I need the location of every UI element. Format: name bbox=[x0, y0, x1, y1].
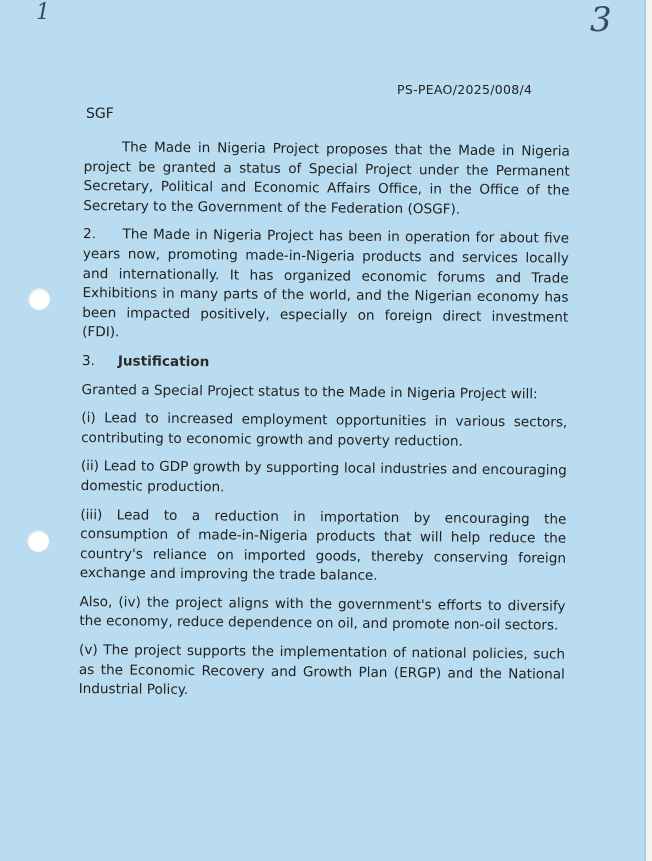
memo-body bbox=[79, 138, 570, 713]
justification-point-5: (v) The project supports the implementation of national policies, such as the Economic Recovery and Growth Plan (ERGP) and the National Industrial Policy. bbox=[78, 642, 566, 699]
justification-point-2: (ii) Lead to GDP growth by supporting local industries and encouraging domestic production. bbox=[80, 458, 567, 496]
handwritten-page-mark-left: 1 bbox=[36, 0, 50, 25]
paragraph-text: The Made in Nigeria Project has been in operation for about five years now, promoting made-in-Nigeria products and services locally and internationally. It has organized economic forums and Trade Exhibitions in many parts of the world, and the Nigerian economy has been impacted positively, especially on foreign direct investment (FDI). bbox=[82, 226, 570, 341]
intro-paragraph: The Made in Nigeria Project proposes that the Made in Nigeria project be granted a status of Special Project under the Permanent Secretary, Political and Economic Affairs Office, in the Office of the Secretary to the Government of the Federation (OSGF). bbox=[83, 139, 570, 218]
reference-number: PS-PEAO/2025/008/4 bbox=[397, 82, 533, 97]
handwritten-page-number: 3 bbox=[590, 0, 612, 40]
section-number: 3. bbox=[81, 352, 95, 370]
justification-point-3: (iii) Lead to a reduction in importation by encouraging the consumption of made-in-Nigeria products that will help reduce the country's reliance on imported goods, thereby conserving foreign exchange and improving the trade balance. bbox=[79, 506, 567, 585]
paragraph-number: 2. bbox=[82, 226, 97, 243]
page-edge bbox=[646, 0, 652, 861]
justification-point-4: Also, (iv) the project aligns with the government's efforts to diversify the economy, reduce dependence on oil, and promote non-oil sectors. bbox=[79, 593, 566, 635]
justification-lead: Granted a Special Project status to the Made in Nigeria Project will: bbox=[81, 381, 538, 402]
section-heading-justification bbox=[82, 352, 568, 376]
section-title: Justification bbox=[117, 353, 210, 371]
punch-hole bbox=[28, 288, 50, 310]
addressee: SGF bbox=[86, 106, 114, 122]
punch-hole bbox=[27, 530, 49, 552]
paragraph-2 bbox=[82, 225, 569, 347]
justification-point-1: (i) Lead to increased employment opportunities in various sectors, contributing to economic growth and poverty reduction. bbox=[81, 410, 568, 450]
